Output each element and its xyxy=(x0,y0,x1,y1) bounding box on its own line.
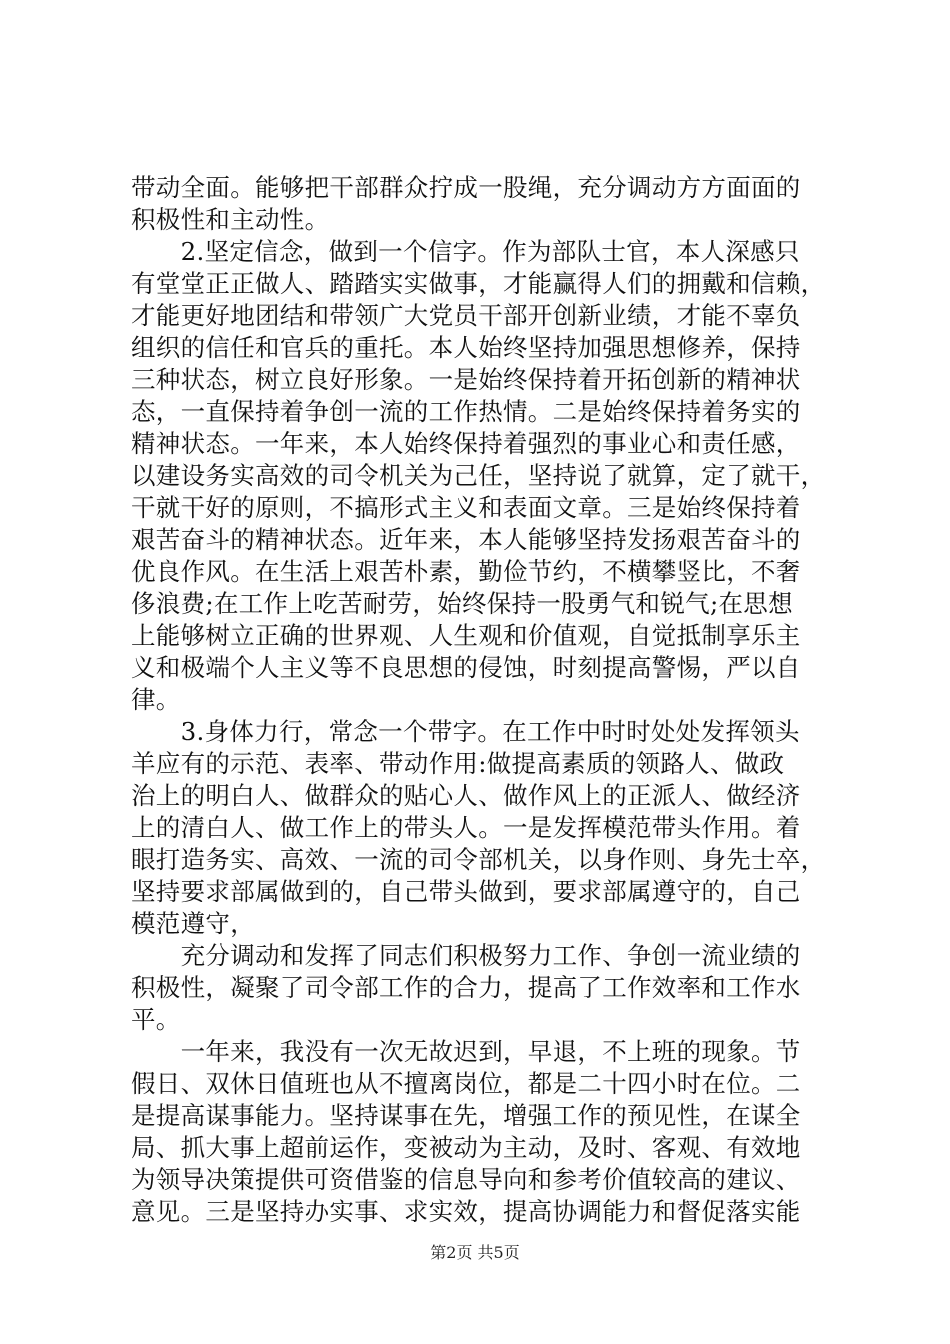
text-line: 羊应有的示范、表率、带动作用:做提高素质的领路人、做政 xyxy=(131,749,785,778)
text-line: 上能够树立正确的世界观、人生观和价值观，自觉抵制享乐主 xyxy=(131,621,801,650)
text-line: 三种状态，树立良好形象。一是始终保持着开拓创新的精神状 xyxy=(131,365,801,394)
text-line: 2.坚定信念，做到一个信字。作为部队士官，本人深感只 xyxy=(131,237,800,266)
text-line: 艰苦奋斗的精神状态。近年来，本人能够坚持发扬艰苦奋斗的 xyxy=(131,525,801,554)
text-line: 有堂堂正正做人、踏踏实实做事，才能赢得人们的拥戴和信赖， xyxy=(131,269,826,298)
text-line: 充分调动和发挥了同志们积极努力工作、争创一流业绩的 xyxy=(131,941,801,970)
text-line: 平。 xyxy=(131,1005,181,1034)
text-line: 意见。三是坚持办实事、求实效，提高协调能力和督促落实能 xyxy=(131,1197,801,1226)
body-text xyxy=(131,172,831,1228)
text-line: 上的清白人、做工作上的带头人。一是发挥模范带头作用。着 xyxy=(131,813,801,842)
text-line: 以建设务实高效的司令机关为己任，坚持说了就算，定了就干， xyxy=(131,461,826,490)
text-line: 才能更好地团结和带领广大党员干部开创新业绩，才能不辜负 xyxy=(131,301,801,330)
text-line: 积极性和主动性。 xyxy=(131,205,330,234)
text-line: 积极性，凝聚了司令部工作的合力，提高了工作效率和工作水 xyxy=(131,973,801,1002)
text-line: 侈浪费;在工作上吃苦耐劳，始终保持一股勇气和锐气;在思想 xyxy=(131,589,793,618)
text-line: 一年来，我没有一次无故迟到，早退，不上班的现象。节 xyxy=(131,1037,801,1066)
text-line: 态，一直保持着争创一流的工作热情。二是始终保持着务实的 xyxy=(131,397,801,426)
page-number-footer: 第2页 共5页 xyxy=(430,1243,520,1262)
text-line: 组织的信任和官兵的重托。本人始终坚持加强思想修养，保持 xyxy=(131,333,801,362)
text-line: 局、抓大事上超前运作，变被动为主动，及时、客观、有效地 xyxy=(131,1133,801,1162)
text-line: 带动全面。能够把干部群众拧成一股绳，充分调动方方面面的 xyxy=(131,173,801,202)
text-line: 治上的明白人、做群众的贴心人、做作风上的正派人、做经济 xyxy=(131,781,801,810)
text-line: 精神状态。一年来，本人始终保持着强烈的事业心和责任感， xyxy=(131,429,801,458)
text-line: 优良作风。在生活上艰苦朴素，勤俭节约，不横攀竖比，不奢 xyxy=(131,557,801,586)
text-line: 3.身体力行，常念一个带字。在工作中时时处处发挥领头 xyxy=(131,717,800,746)
text-line: 假日、双休日值班也从不擅离岗位，都是二十四小时在位。二 xyxy=(131,1069,801,1098)
text-line: 律。 xyxy=(131,685,181,714)
text-line: 义和极端个人主义等不良思想的侵蚀，时刻提高警惕，严以自 xyxy=(131,653,801,682)
text-line: 坚持要求部属做到的，自己带头做到，要求部属遵守的，自己 xyxy=(131,877,801,906)
text-line: 眼打造务实、高效、一流的司令部机关，以身作则、身先士卒， xyxy=(131,845,826,874)
text-line: 是提高谋事能力。坚持谋事在先，增强工作的预见性，在谋全 xyxy=(131,1101,801,1130)
text-line: 干就干好的原则，不搞形式主义和表面文章。三是始终保持着 xyxy=(131,493,801,522)
text-line: 为领导决策提供可资借鉴的信息导向和参考价值较高的建议、 xyxy=(131,1165,801,1194)
text-line: 模范遵守， xyxy=(131,909,255,938)
